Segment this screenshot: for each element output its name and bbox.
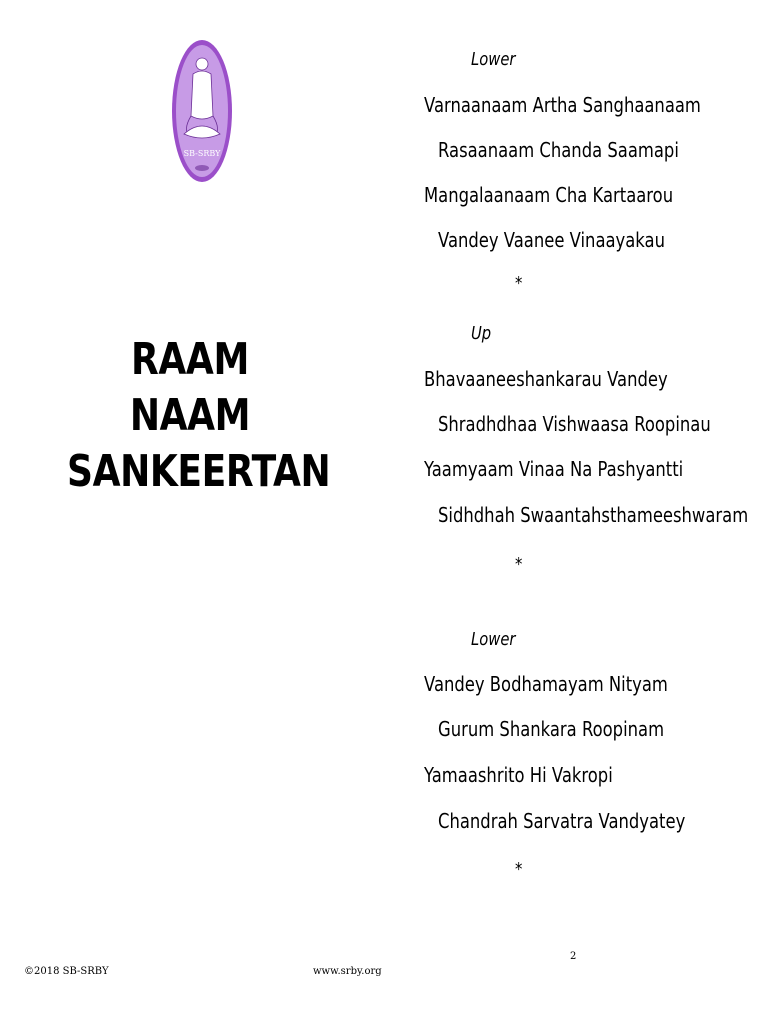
title-line-1: RAAM NAAM	[129, 334, 251, 441]
page-title	[67, 332, 331, 500]
footer-copyright: ©2018 SB-SRBY	[24, 966, 109, 977]
footer-website: www.srby.org	[313, 966, 382, 977]
verse-line: Vandey Vaanee Vinaayakau	[438, 228, 665, 252]
verse-line: Bhavaaneeshankarau Vandey	[424, 367, 668, 391]
separator-star: *	[515, 554, 523, 575]
section-label: Lower	[471, 629, 516, 650]
sb-srby-logo	[171, 38, 233, 184]
page-number: 2	[570, 951, 577, 962]
verse-line: Vandey Bodhamayam Nityam	[424, 672, 668, 696]
separator-star: *	[515, 273, 523, 294]
verse-line: Yamaashrito Hi Vakropi	[424, 763, 613, 787]
section-label: Lower	[471, 49, 516, 70]
verse-line: Mangalaanaam Cha Kartaarou	[424, 183, 674, 207]
verse-line: Yaamyaam Vinaa Na Pashyantti	[424, 457, 684, 481]
verse-line: Chandrah Sarvatra Vandyatey	[438, 809, 686, 833]
logo-text: SB-SRBY	[183, 149, 221, 158]
verse-line: Varnaanaam Artha Sanghaanaam	[424, 93, 701, 117]
verse-line: Shradhdhaa Vishwaasa Roopinau	[438, 412, 711, 436]
title-line-2: SANKEERTAN	[67, 446, 331, 497]
verse-line: Gurum Shankara Roopinam	[438, 717, 665, 741]
section-label: Up	[471, 323, 492, 344]
verse-line: Rasaanaam Chanda Saamapi	[438, 138, 679, 162]
separator-star: *	[515, 859, 523, 880]
verse-line: Sidhdhah Swaantahsthameeshwaram	[438, 503, 749, 527]
